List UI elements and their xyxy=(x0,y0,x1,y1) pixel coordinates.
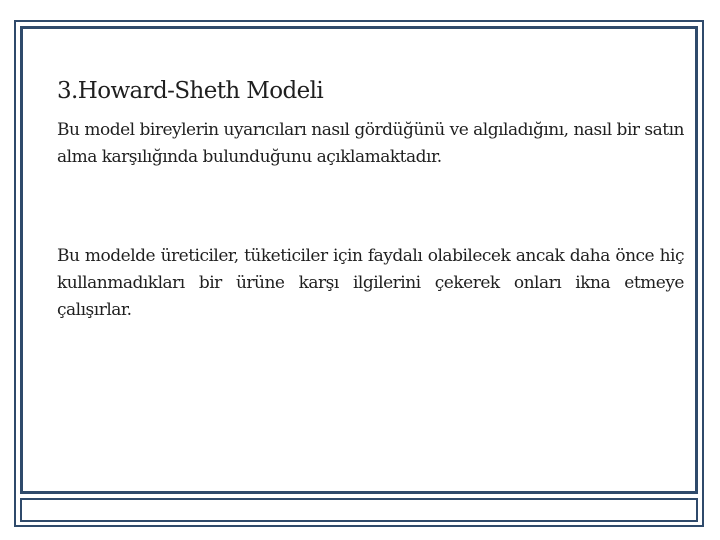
bottom-frame-bar xyxy=(20,498,698,522)
body-paragraph-2: Bu modelde üreticiler, tüketiciler için faydalı olabilecek ancak daha önce hiç kullanmadıkları bir ürüne karşı ilgilerini çekerek onları ikna etmeye çalışırlar. xyxy=(57,246,684,320)
slide-title: 3.Howard-Sheth Modeli xyxy=(57,78,324,104)
body-paragraph-1: Bu model bireylerin uyarıcıları nasıl gördüğünü ve algıladığını, nasıl bir satın alma karşılığında bulunduğunu açıklamaktadır. xyxy=(57,120,684,167)
